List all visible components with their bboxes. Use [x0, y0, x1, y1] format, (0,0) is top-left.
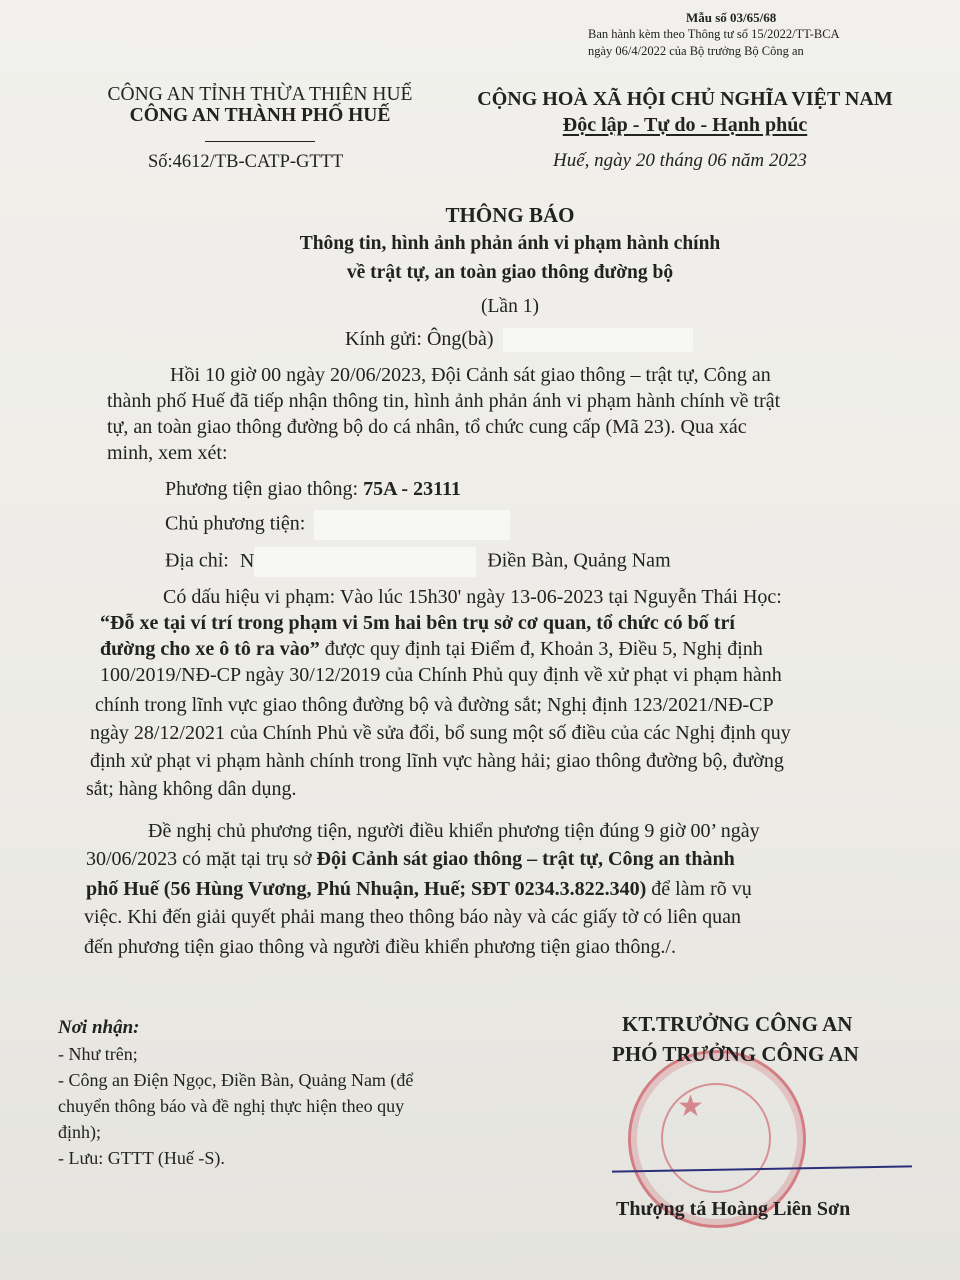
intro-line-4: minh, xem xét:	[107, 442, 228, 464]
national-header	[455, 86, 915, 138]
request-line-2-bold: Đội Cảnh sát giao thông – trật tự, Công an thành	[316, 848, 735, 870]
issued-note	[588, 26, 840, 60]
issuing-agency	[40, 84, 480, 147]
violation-bold-1: “Đỗ xe tại ví trí trong phạm vi 5m hai bên trụ sở cơ quan, tổ chức có bố trí	[100, 612, 735, 634]
intro-line-3: tự, an toàn giao thông đường bộ do cá nhân, tổ chức cung cấp (Mã 23). Qua xác	[107, 416, 747, 438]
recipients-item-1: - Như trên;	[58, 1044, 138, 1064]
nation-line-1: CỘNG HOÀ XÃ HỘI CHỦ NGHĨA VIỆT NAM	[477, 88, 893, 110]
request-line-3	[86, 876, 752, 902]
address-label: Địa chỉ:	[165, 549, 229, 572]
nation-motto: Độc lập - Tự do - Hạnh phúc	[562, 114, 808, 136]
request-line-2	[86, 846, 735, 872]
violation-line-1: Có dấu hiệu vi phạm: Vào lúc 15h30' ngày 13-06-2023 tại Nguyễn Thái Học:	[163, 586, 782, 608]
recipients-block	[58, 1015, 413, 1171]
violation-line-6: ngày 28/12/2021 của Chính Phủ về sửa đổi, bổ sung một số điều của các Nghị định quy	[90, 722, 791, 744]
vehicle-owner-row	[165, 510, 510, 540]
seal-star-icon: ★	[677, 1090, 704, 1123]
document-number: Số:4612/TB-CATP-GTTT	[148, 152, 344, 172]
redacted-owner	[314, 510, 510, 540]
recipient-line	[345, 328, 693, 352]
place-date: Huế, ngày 20 tháng 06 năm 2023	[553, 150, 807, 171]
recipients-item-2a: - Công an Điện Ngọc, Điền Bàn, Quảng Nam (để	[58, 1070, 414, 1090]
signature-title-2: PHÓ TRƯỞNG CÔNG AN	[612, 1042, 859, 1066]
request-line-1: Đề nghị chủ phương tiện, người điều khiển phương tiện đúng 9 giờ 00’ ngày	[148, 820, 760, 842]
recipients-item-2b: chuyển thông báo và đề nghị thực hiện theo quy	[58, 1096, 405, 1116]
intro-line-1: Hồi 10 giờ 00 ngày 20/06/2023, Đội Cảnh sát giao thông – trật tự, Công an	[170, 364, 771, 386]
request-line-3-bold: phố Huế (56 Hùng Vương, Phú Nhuận, Huế; SĐT 0234.3.822.340)	[86, 878, 647, 900]
issued-line-2: ngày 06/4/2022 của Bộ trưởng Bộ Công an	[588, 44, 804, 58]
recipients-item-3: - Lưu: GTTT (Huế -S).	[58, 1148, 225, 1168]
recipients-heading: Nơi nhận:	[58, 1017, 140, 1038]
issued-line-1: Ban hành kèm theo Thông tư số 15/2022/TT-BCA	[588, 27, 840, 41]
violation-line-4: 100/2019/NĐ-CP ngày 30/12/2019 của Chính Phủ quy định về xử phạt vi phạm hành	[100, 664, 782, 686]
request-line-2-start: 30/06/2023 có mặt tại trụ sở	[86, 848, 317, 870]
request-line-4: việc. Khi đến giải quyết phải mang theo thông báo này và các giấy tờ có liên quan	[84, 906, 742, 928]
owner-label: Chủ phương tiện:	[165, 512, 306, 535]
violation-line-3	[100, 636, 763, 662]
recipient-label: Kính gửi: Ông(bà)	[345, 328, 494, 350]
request-line-5: đến phương tiện giao thông và người điều khiển phương tiện giao thông./.	[84, 936, 676, 958]
vehicle-plate-row	[165, 476, 461, 502]
document-subtitle-2: về trật tự, an toàn giao thông đường bộ	[346, 262, 674, 283]
agency-line-2: CÔNG AN THÀNH PHỐ HUẾ	[129, 105, 391, 126]
recipients-item-2c: định);	[58, 1122, 101, 1142]
address-suffix: Điền Bàn, Quảng Nam	[487, 549, 671, 572]
violation-line-3-rest: được quy định tại Điểm đ, Khoản 3, Điều 5, Nghị định	[319, 638, 763, 660]
document-subtitle-1: Thông tin, hình ảnh phản ánh vi phạm hành chính	[299, 233, 721, 254]
intro-line-2: thành phố Huế đã tiếp nhận thông tin, hình ảnh phản ánh vi phạm hành chính về trật	[107, 390, 781, 412]
agency-line-1: CÔNG AN TỈNH THỪA THIÊN HUẾ	[107, 84, 413, 105]
form-code: Mẫu số 03/65/68	[686, 10, 777, 25]
address-prefix: N	[239, 549, 255, 572]
redacted-name	[503, 328, 693, 352]
violation-bold-2: đường cho xe ô tô ra vào”	[100, 638, 320, 660]
signer-name: Thượng tá Hoàng Liên Sơn	[616, 1198, 851, 1220]
document-title: THÔNG BÁO	[445, 203, 575, 227]
plate-label: Phương tiện giao thông:	[165, 478, 359, 500]
plate-value: 75A - 23111	[363, 478, 461, 500]
signature-title-1: KT.TRƯỞNG CÔNG AN	[622, 1012, 853, 1036]
violation-line-8: sắt; hàng không dân dụng.	[86, 778, 297, 800]
request-line-3-rest: để làm rõ vụ	[646, 878, 752, 900]
agency-underline	[205, 141, 315, 142]
vehicle-address-row	[165, 547, 671, 577]
notice-round: (Lần 1)	[481, 296, 539, 317]
redacted-address	[254, 547, 476, 577]
violation-line-5: chính trong lĩnh vực giao thông đường bộ và đường sắt; Nghị định 123/2021/NĐ-CP	[95, 694, 774, 716]
violation-line-7: định xử phạt vi phạm hành chính trong lĩnh vực hàng hải; giao thông đường bộ, đường	[90, 750, 784, 772]
